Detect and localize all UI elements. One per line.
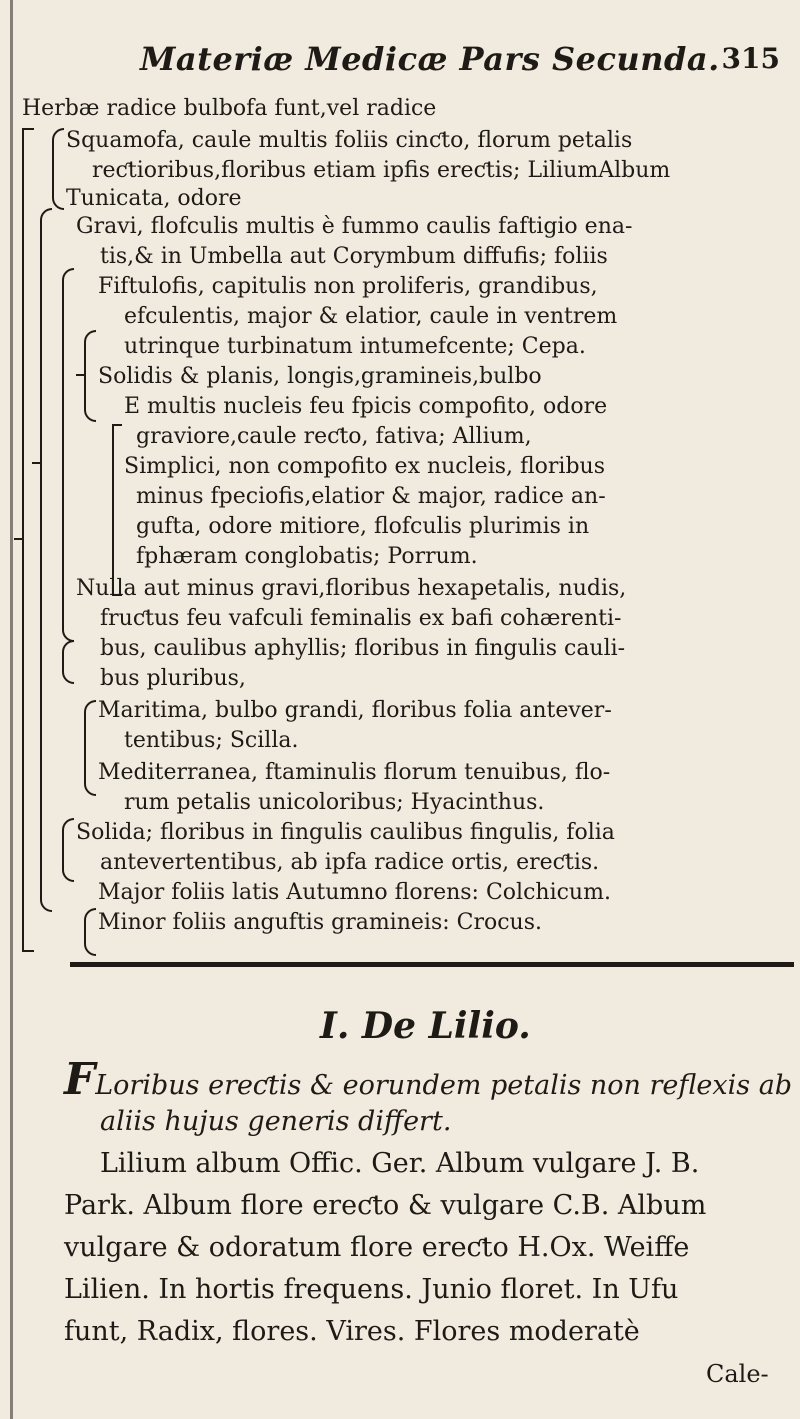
body-line: funt, Radix, flores. Vires. Flores moderatè (64, 1316, 640, 1347)
key-bracket-maritima (84, 700, 96, 796)
key-line: Herbæ radice bulbofa funt,vel radice (22, 96, 437, 121)
intro-text: Loribus ereƈtis & eorundem petalis non reflexis ab (95, 1070, 793, 1101)
key-line: Simplici, non compofito ex nucleis, floribus (124, 454, 606, 479)
key-line: Maritima, bulbo grandi, floribus folia antever- (98, 698, 612, 723)
key-line: fphæram conglobatis; Porrum. (136, 544, 478, 569)
key-line: efculentis, major & elatior, caule in ventrem (124, 304, 618, 329)
key-line: E multis nucleis feu fpicis compofito, odore (124, 394, 608, 419)
key-bracket-fistulosis (84, 330, 96, 422)
key-line: tis,& in Umbella aut Corymbum diffufis; foliis (100, 244, 608, 269)
body-line: vulgare & odoratum flore ereƈto H.Ox. Weiffe (64, 1232, 690, 1263)
key-line: bus, caulibus aphyllis; floribus in fingulis cauli- (100, 636, 626, 661)
section-rule (70, 962, 794, 967)
catchword: Cale- (706, 1360, 769, 1388)
key-line: Nulla aut minus gravi,floribus hexapetalis, nudis, (76, 576, 627, 601)
key-line: Fiftulofis, capitulis non proliferis, grandibus, (98, 274, 598, 299)
key-line: graviore,caule reƈto, fativa; Allium, (136, 424, 532, 449)
key-bracket-solida (62, 818, 74, 882)
key-line: antevertentibus, ab ipfa radice ortis, ereƈtis. (100, 850, 600, 875)
key-line: gufta, odore mitiore, flofculis plurimis in (136, 514, 590, 539)
key-line: rum petalis unicoloribus; Hyacinthus. (124, 790, 545, 815)
key-line: tentibus; Scilla. (124, 728, 299, 753)
body-line: Lilien. In hortis frequens. Junio floret. In Ufu (64, 1274, 679, 1305)
key-line: Gravi, flofculis multis è fummo caulis faftigio ena- (76, 214, 633, 239)
section-heading: I. De Lilio. (320, 1005, 531, 1047)
body-line: Lilium album Offic. Ger. Album vulgare J. B. (100, 1148, 700, 1179)
body-line: Park. Album flore ereƈto & vulgare C.B. Album (64, 1190, 707, 1221)
key-line: Major foliis latis Autumno florens: Colchicum. (98, 880, 611, 905)
key-line: reƈtioribus,floribus etiam ipfis ereƈtis; LiliumAlbum (92, 158, 671, 183)
key-line: Minor foliis anguftis gramineis: Crocus. (98, 910, 543, 935)
bracket-tip (32, 462, 42, 464)
page-number: 315 (721, 42, 780, 75)
key-bracket-nulla (62, 640, 74, 684)
key-bracket-tunicata (40, 208, 52, 912)
section-intro-line (64, 1054, 793, 1106)
key-line: fruƈtus feu vafculi feminalis ex bafi cohærenti- (100, 606, 622, 631)
key-line: minus fpeciofis,elatior & major, radice an- (136, 484, 606, 509)
bracket-tip (76, 374, 86, 376)
key-line: Tunicata, odore (66, 186, 242, 211)
key-line: Mediterranea, ftaminulis florum tenuibus, flo- (98, 760, 611, 785)
key-line: Solidis & planis, longis,gramineis,bulbo (98, 364, 542, 389)
key-line: bus pluribus, (100, 666, 246, 691)
key-bracket-outer (22, 128, 34, 952)
key-line: Solida; floribus in fingulis caulibus fingulis, folia (76, 820, 615, 845)
key-bracket-squamosa (52, 128, 64, 210)
key-line: Squamofa, caule multis foliis cinƈto, florum petalis (66, 128, 633, 153)
drop-cap: F (64, 1054, 96, 1105)
running-title: Materiæ Medicæ Pars Secunda. (140, 40, 720, 78)
key-bracket-gravi (62, 268, 74, 642)
section-intro-line: aliis hujus generis differt. (100, 1106, 452, 1137)
bracket-tip (14, 538, 24, 540)
page-edge (10, 0, 13, 1419)
running-header (140, 40, 780, 86)
key-bracket-major-minor (84, 908, 96, 956)
key-line: utrinque turbinatum intumefcente; Cepa. (124, 334, 586, 359)
key-bracket-solidis (112, 424, 122, 596)
